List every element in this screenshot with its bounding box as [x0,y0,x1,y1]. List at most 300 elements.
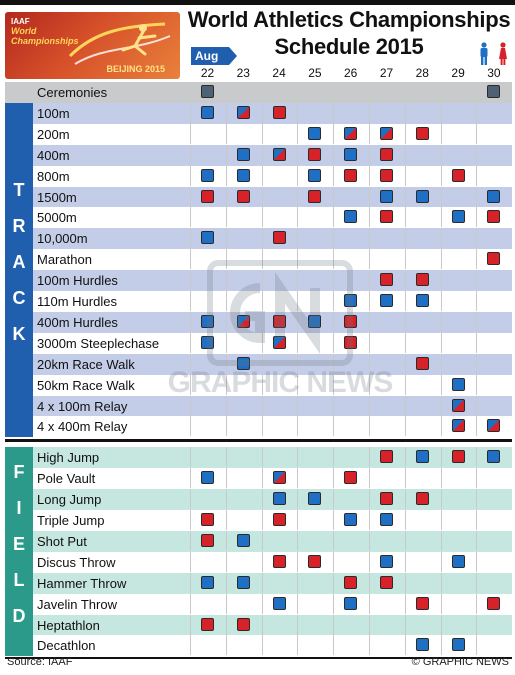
source-note: Source: IAAF [7,656,73,668]
event-label: Hammer Throw [37,575,127,591]
day-cell [405,166,440,186]
day-cell [441,312,476,332]
women-event-marker [237,618,250,631]
schedule-row [33,207,512,228]
day-cell [226,396,261,416]
schedule-row [33,333,512,354]
day-cell [262,187,297,207]
woman-icon [499,42,507,65]
day-cell [369,124,404,144]
day-cell [190,635,225,655]
men-event-marker [201,169,214,182]
women-event-marker [380,576,393,589]
day-cell [441,228,476,248]
men-event-marker [273,597,286,610]
credit-note: © GRAPHIC NEWS [411,656,509,668]
day-cell [405,124,440,144]
day-cell [441,82,476,102]
schedule-row [33,270,512,291]
men-event-marker [416,190,429,203]
men-event-marker [487,450,500,463]
women-event-marker [416,492,429,505]
day-cell [405,187,440,207]
championships-logo [5,12,180,79]
day-cell [476,312,511,332]
ceremony-marker [201,85,214,98]
section-letter: F [13,461,25,482]
day-cell [226,635,261,655]
day-label: 30 [487,66,501,80]
day-cell [333,375,368,395]
men-event-marker [308,315,321,328]
men-and-women-event-marker [452,419,465,432]
event-label: Triple Jump [37,513,105,528]
men-event-marker [237,534,250,547]
day-cell [476,468,511,488]
day-cell [297,291,332,311]
day-cell [405,249,440,269]
women-event-marker [380,492,393,505]
day-cell [297,375,332,395]
men-and-women-event-marker [273,336,286,349]
event-label: 1500m [37,189,77,205]
day-cell [405,510,440,530]
day-cell [333,166,368,186]
event-label: 400m [37,147,70,163]
day-cell [369,489,404,509]
men-event-marker [201,576,214,589]
day-cell [476,416,511,436]
day-cell [190,187,225,207]
day-cell [405,573,440,593]
section-letter: D [12,605,26,626]
day-cell [405,396,440,416]
day-cell [333,312,368,332]
day-cell [405,531,440,551]
day-cell [190,416,225,436]
day-cell [226,207,261,227]
day-cell [333,249,368,269]
women-event-marker [416,127,429,140]
schedule-row [33,489,512,510]
day-cell [405,615,440,635]
day-cell [476,635,511,655]
day-cell [190,333,225,353]
event-label: Decathlon [37,638,96,654]
schedule-row [33,187,512,208]
day-cell [190,468,225,488]
day-cell [262,615,297,635]
day-cell [333,82,368,102]
day-cell [441,615,476,635]
day-cell [297,489,332,509]
schedule-row [33,312,512,333]
day-cell [405,354,440,374]
event-label: 400m Hurdles [37,314,118,330]
day-cell [297,635,332,655]
day-cell [369,333,404,353]
men-and-women-event-marker [452,399,465,412]
day-cell [262,145,297,165]
ceremony-marker [487,85,500,98]
schedule-row [33,145,512,166]
men-event-marker [380,294,393,307]
event-label: Ceremonies [37,85,108,100]
day-cell [405,82,440,102]
day-cell [190,594,225,614]
day-cell [476,375,511,395]
day-cell [333,635,368,655]
day-cell [297,416,332,436]
event-label: 800m [37,168,70,184]
men-event-marker [344,294,357,307]
day-cell [405,103,440,123]
day-cell [369,510,404,530]
day-cell [226,249,261,269]
day-cell [262,468,297,488]
day-cell [369,312,404,332]
day-cell [297,531,332,551]
day-cell [441,166,476,186]
day-cell [226,573,261,593]
day-cell [369,552,404,572]
day-cell [297,103,332,123]
women-event-marker [380,148,393,161]
day-cell [226,312,261,332]
women-event-marker [344,576,357,589]
day-cell [190,82,225,102]
men-event-marker [201,336,214,349]
day-cell [405,635,440,655]
day-label: 25 [308,66,322,80]
day-cell [333,145,368,165]
top-rule [0,0,515,5]
day-cell [226,531,261,551]
day-cell [190,354,225,374]
title-line-2: Schedule 2015 [274,34,424,59]
men-event-marker [308,169,321,182]
day-cell [441,103,476,123]
day-cell [297,396,332,416]
day-cell [333,396,368,416]
women-event-marker [487,210,500,223]
day-cell [441,124,476,144]
men-event-marker [452,638,465,651]
section-letter: E [12,533,25,554]
women-event-marker [344,169,357,182]
men-event-marker [237,148,250,161]
day-cell [476,531,511,551]
schedule-row [33,552,512,573]
day-cell [441,375,476,395]
men-event-marker [380,190,393,203]
men-and-women-event-marker [273,148,286,161]
day-cell [226,375,261,395]
day-cell [297,312,332,332]
women-event-marker [344,471,357,484]
day-cell [333,531,368,551]
day-cell [262,166,297,186]
day-cell [476,594,511,614]
day-cell [297,447,332,467]
day-cell [226,145,261,165]
day-label: 23 [236,66,250,80]
day-cell [441,396,476,416]
logo-iaaf: IAAF [11,17,30,26]
day-cell [333,207,368,227]
men-event-marker [487,190,500,203]
logo-world-championships: World Championships [11,26,79,46]
day-cell [262,552,297,572]
schedule-row [33,103,512,124]
day-label: 27 [379,66,394,80]
day-cell [190,552,225,572]
women-event-marker [452,169,465,182]
day-cell [226,333,261,353]
day-cell [297,354,332,374]
day-cell [262,333,297,353]
day-cell [369,594,404,614]
men-event-marker [380,555,393,568]
day-cell [262,354,297,374]
schedule-row [33,635,512,656]
schedule-row [33,510,512,531]
day-cell [190,447,225,467]
day-cell [333,270,368,290]
day-cell [262,489,297,509]
day-cell [476,615,511,635]
schedule-row [33,354,512,375]
day-label: 22 [200,66,215,80]
women-event-marker [416,597,429,610]
day-cell [333,228,368,248]
section-letter: T [13,180,25,201]
event-label: Shot Put [37,533,87,549]
day-cell [369,103,404,123]
day-cell [441,333,476,353]
day-cell [262,270,297,290]
day-cell [190,124,225,144]
day-cell [369,291,404,311]
men-event-marker [344,210,357,223]
day-cell [262,312,297,332]
day-cell [262,396,297,416]
day-cell [369,615,404,635]
day-cell [405,468,440,488]
day-cell [369,354,404,374]
men-event-marker [201,231,214,244]
day-cell [333,354,368,374]
day-cell [226,124,261,144]
day-cell [405,333,440,353]
section-letter: L [13,569,25,590]
women-event-marker [273,231,286,244]
day-cell [333,573,368,593]
day-cell [441,416,476,436]
day-cell [441,489,476,509]
day-cell [476,510,511,530]
day-cell [441,187,476,207]
day-cell [262,82,297,102]
women-event-marker [416,273,429,286]
day-cell [297,552,332,572]
day-cell [405,207,440,227]
day-cell [369,82,404,102]
day-cell [190,249,225,269]
day-cell [226,103,261,123]
day-cell [369,228,404,248]
women-event-marker [308,148,321,161]
day-cell [369,166,404,186]
day-cell [226,166,261,186]
day-cell [226,489,261,509]
women-event-marker [380,273,393,286]
schedule-row [33,124,512,145]
event-label: 100m [37,105,70,121]
women-event-marker [344,336,357,349]
field-section-band [5,447,33,656]
day-cell [297,166,332,186]
day-cell [333,468,368,488]
men-event-marker [452,378,465,391]
women-event-marker [201,513,214,526]
day-cell [476,396,511,416]
women-event-marker [380,210,393,223]
day-cell [405,416,440,436]
day-cell [476,447,511,467]
women-event-marker [308,555,321,568]
women-event-marker [273,106,286,119]
day-cell [297,228,332,248]
day-cell [476,354,511,374]
day-cell [226,447,261,467]
day-cell [476,573,511,593]
day-cell [476,228,511,248]
event-label: 20km Race Walk [37,356,135,372]
day-cell [333,291,368,311]
day-cell [369,145,404,165]
day-cell [333,124,368,144]
men-event-marker [201,315,214,328]
day-cell [476,145,511,165]
day-cell [226,82,261,102]
day-cell [262,228,297,248]
day-cell [441,145,476,165]
day-cell [405,489,440,509]
day-label: 26 [344,66,358,80]
day-cell [333,333,368,353]
day-cell [226,552,261,572]
event-label: 4 x 100m Relay [37,398,128,414]
day-cell [262,510,297,530]
day-cell [190,166,225,186]
schedule-row [33,447,512,468]
day-cell [405,594,440,614]
day-cell [297,333,332,353]
day-cell [441,249,476,269]
day-cell [333,447,368,467]
day-cell [405,312,440,332]
day-cell [369,375,404,395]
day-cell [190,375,225,395]
day-cell [476,489,511,509]
schedule-row [33,166,512,187]
day-cell [405,375,440,395]
men-event-marker [380,513,393,526]
men-and-women-event-marker [344,127,357,140]
day-cell [333,510,368,530]
men-event-marker [237,576,250,589]
day-cell [262,375,297,395]
women-event-marker [452,450,465,463]
day-cell [476,291,511,311]
day-cell [405,145,440,165]
event-label: Discus Throw [37,554,116,570]
day-cell [190,573,225,593]
schedule-row [33,531,512,552]
event-label: 5000m [37,210,77,226]
section-divider [5,439,512,442]
day-cell [190,228,225,248]
day-cell [441,207,476,227]
day-cell [405,270,440,290]
day-cell [190,103,225,123]
day-cell [333,416,368,436]
day-cell [441,510,476,530]
day-label: 29 [451,66,465,80]
men-event-marker [416,294,429,307]
schedule-row [33,291,512,312]
women-event-marker [344,315,357,328]
day-cell [405,228,440,248]
day-cell [226,187,261,207]
day-cell [476,333,511,353]
schedule-row [33,228,512,249]
day-cell [369,635,404,655]
day-cell [262,103,297,123]
day-cell [441,447,476,467]
day-cell [441,594,476,614]
day-cell [262,249,297,269]
day-cell [226,510,261,530]
men-and-women-event-marker [487,419,500,432]
day-cell [226,594,261,614]
day-cell [297,145,332,165]
men-event-marker [416,450,429,463]
day-cell [262,594,297,614]
day-cell [297,594,332,614]
watermark-text: GRAPHIC NEWS [167,366,393,399]
day-cell [476,103,511,123]
day-cell [262,447,297,467]
men-event-marker [237,357,250,370]
women-event-marker [487,252,500,265]
day-cell [441,552,476,572]
men-and-women-event-marker [380,127,393,140]
men-and-women-event-marker [237,315,250,328]
day-cell [369,207,404,227]
men-and-women-event-marker [237,106,250,119]
day-cell [333,489,368,509]
schedule-row [33,396,512,417]
women-event-marker [201,190,214,203]
month-tab: Aug [191,47,229,65]
day-cell [190,615,225,635]
day-cell [262,416,297,436]
title-line-1: World Athletics Championships [187,7,511,32]
day-cell [190,145,225,165]
month-tab-arrow [229,47,237,65]
